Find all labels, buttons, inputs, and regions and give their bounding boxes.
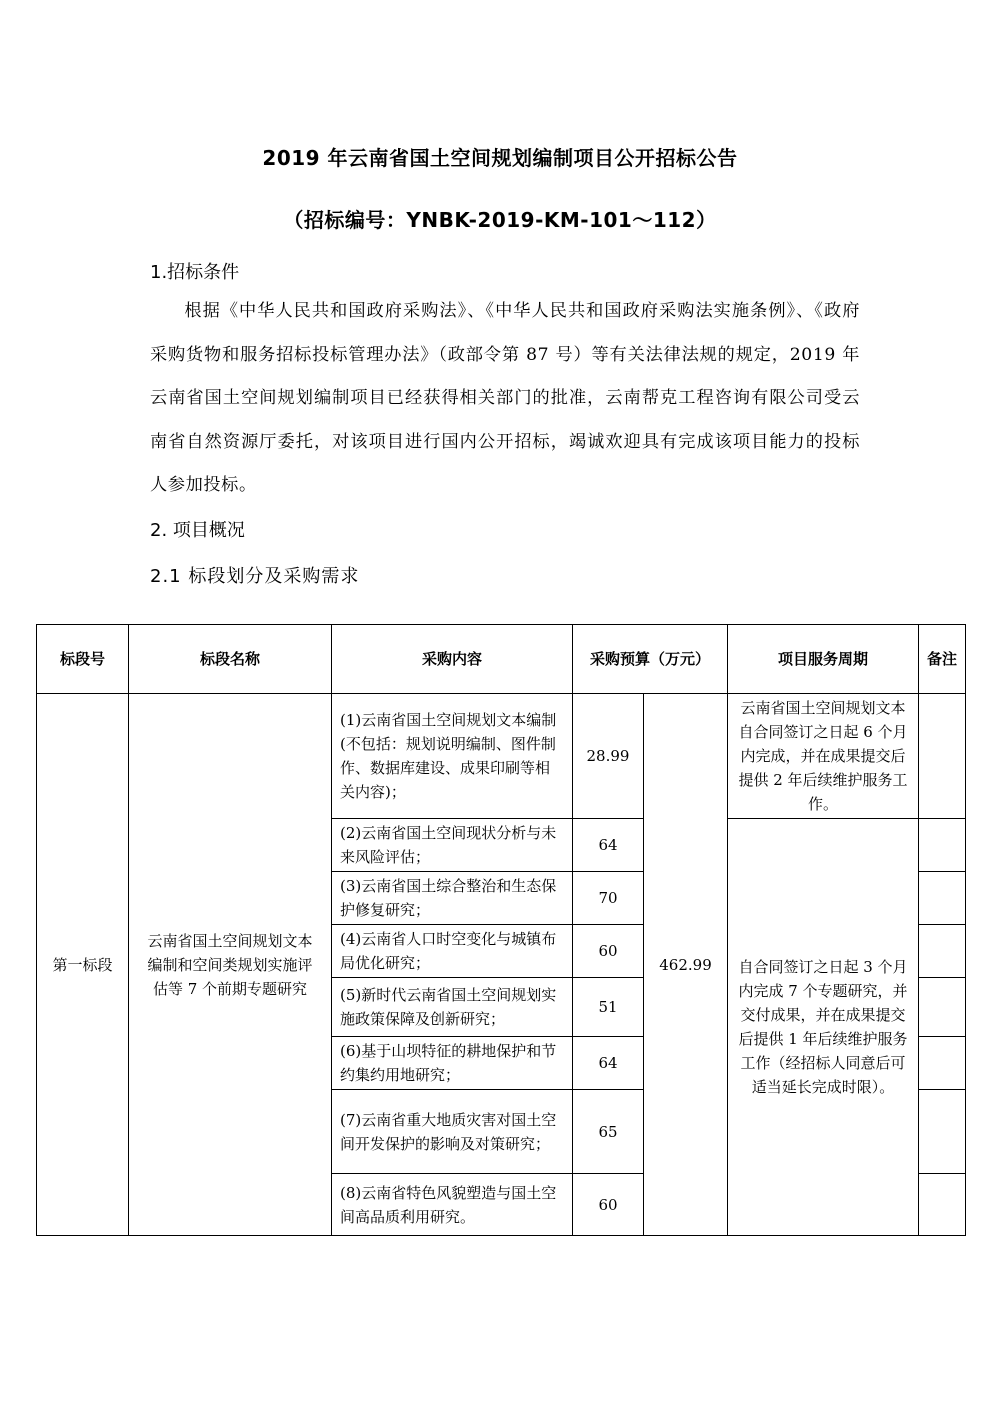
table-row bbox=[37, 694, 966, 819]
remark-cell bbox=[919, 925, 966, 978]
period-cell-first: 云南省国土空间规划文本自合同签订之日起 6 个月内完成，并在成果提交后提供 2 年后续维护服务工作。 bbox=[728, 694, 919, 819]
budget-cell: 60 bbox=[573, 1174, 644, 1236]
remark-cell bbox=[919, 1174, 966, 1236]
header-lot-no: 标段号 bbox=[37, 625, 129, 694]
lot-table bbox=[36, 624, 966, 1236]
period-cell-rest: 自合同签订之日起 3 个月内完成 7 个专题研究，并交付成果，并在成果提交后提供 1 年后续维护服务工作（经招标人同意后可适当延长完成时限）。 bbox=[728, 819, 919, 1236]
tender-number: （招标编号：YNBK-2019-KM-101～112） bbox=[283, 208, 717, 232]
remark-cell bbox=[919, 819, 966, 872]
budget-cell: 64 bbox=[573, 819, 644, 872]
content-cell: (7)云南省重大地质灾害对国土空间开发保护的影响及对策研究； bbox=[332, 1090, 573, 1174]
table-header-row bbox=[37, 625, 966, 694]
budget-cell: 65 bbox=[573, 1090, 644, 1174]
content-cell: (3)云南省国土综合整治和生态保护修复研究； bbox=[332, 872, 573, 925]
remark-cell bbox=[919, 1037, 966, 1090]
budget-cell: 64 bbox=[573, 1037, 644, 1090]
section-1-paragraph: 根据《中华人民共和国政府采购法》、《中华人民共和国政府采购法实施条例》、《政府采购货物和服务招标投标管理办法》（政部令第 87 号）等有关法律法规的规定，2019 年云南省国土空间规划编制项目已经获得相关部门的批准，云南帮克工程咨询有限公司受云南省自然资源厅委托，对该项目进行国内公开招标，竭诚欢迎具有完成该项目能力的投标人参加投标。 bbox=[150, 301, 860, 495]
header-remark: 备注 bbox=[919, 625, 966, 694]
budget-cell: 70 bbox=[573, 872, 644, 925]
lot-name-cell: 云南省国土空间规划文本编制和空间类规划实施评估等 7 个前期专题研究 bbox=[129, 694, 332, 1236]
content-cell: (4)云南省人口时空变化与城镇布局优化研究； bbox=[332, 925, 573, 978]
section-2-1-heading: 2.1 标段划分及采购需求 bbox=[150, 566, 360, 587]
section-2-heading: 2. 项目概况 bbox=[150, 520, 245, 541]
remark-cell bbox=[919, 1090, 966, 1174]
budget-cell: 60 bbox=[573, 925, 644, 978]
header-period: 项目服务周期 bbox=[728, 625, 919, 694]
budget-cell: 28.99 bbox=[573, 694, 644, 819]
header-lot-name: 标段名称 bbox=[129, 625, 332, 694]
content-cell: (2)云南省国土空间现状分析与未来风险评估； bbox=[332, 819, 573, 872]
section-1-heading: 1.招标条件 bbox=[150, 262, 240, 283]
lot-number-cell: 第一标段 bbox=[37, 694, 129, 1236]
remark-cell bbox=[919, 694, 966, 819]
remark-cell bbox=[919, 978, 966, 1037]
content-cell: (5)新时代云南省国土空间规划实施政策保障及创新研究； bbox=[332, 978, 573, 1037]
content-cell: (8)云南省特色风貌塑造与国土空间高品质利用研究。 bbox=[332, 1174, 573, 1236]
remark-cell bbox=[919, 872, 966, 925]
content-cell: (1)云南省国土空间规划文本编制(不包括：规划说明编制、图件制作、数据库建设、成果印刷等相关内容)； bbox=[332, 694, 573, 819]
document-title: 2019 年云南省国土空间规划编制项目公开招标公告 bbox=[262, 146, 738, 170]
budget-cell: 51 bbox=[573, 978, 644, 1037]
header-budget: 采购预算（万元） bbox=[573, 625, 728, 694]
content-cell: (6)基于山坝特征的耕地保护和节约集约用地研究； bbox=[332, 1037, 573, 1090]
header-content: 采购内容 bbox=[332, 625, 573, 694]
total-budget-cell: 462.99 bbox=[644, 694, 728, 1236]
